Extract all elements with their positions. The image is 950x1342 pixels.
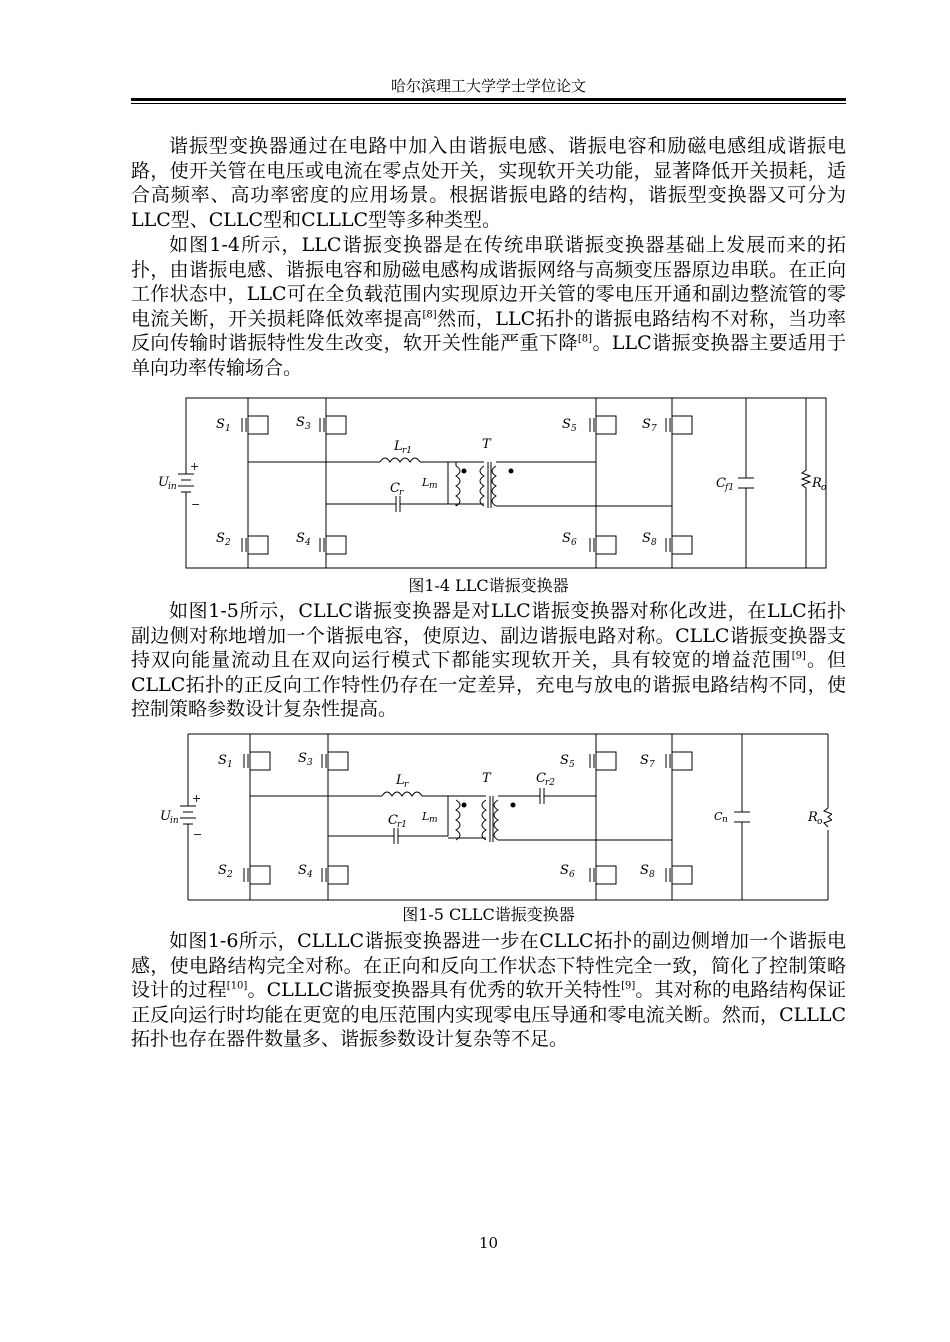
page-number: 10 [478,1234,499,1252]
label-cn-sub: n [722,815,728,825]
paragraph-text: 。但CLLC拓扑的正反向工作特性仍存在一定差异，充电与放电的谐振电路结构不同，使控制策略参数设计复杂性提高。 [131,649,846,720]
paragraph-text: 如图1-6所示，CLLLC谐振变换器进一步在CLLC拓扑的副边侧增加一个谐振电感，使电路结构完全对称。在正向和反向工作状态下特性完全一致，简化了控制策略设计的过程 [131,930,846,1001]
label-s5: S [562,417,571,432]
paragraph-text: 然而，LLC拓扑的谐振电路结构不对称，当功率反向传输时谐振特性发生改变，软开关性能严重下降 [131,307,846,354]
label-s3: S [298,751,307,766]
label-cr: C [390,481,400,496]
label-s1: S [216,417,225,432]
label-uin-sub: in [168,482,177,492]
paragraph-text: 如图1-5所示，CLLC谐振变换器是对LLC谐振变换器对称化改进，在LLC拓扑副边侧对称地增加一个谐振电容，使原边、副边谐振电路对称。CLLC谐振变换器支持双向能量流动且在双向运行模式下都能实现软开关，具有较宽的增益范围 [131,600,846,671]
label-transformer: T [482,437,491,452]
label-lm-sub: m [429,481,438,491]
cllc-circuit-diagram [150,732,832,902]
citation: [8] [577,333,593,345]
label-s4: S [296,531,305,546]
citation: [10] [226,980,248,992]
citation: [8] [422,309,437,321]
label-ro-sub: o [821,483,827,493]
paragraph-cllc [131,599,846,722]
paragraph-clllc [131,929,846,1052]
label-s2-sub: 2 [227,870,233,880]
label-uin: U [160,809,171,824]
label-s8-sub: 8 [649,870,655,880]
running-header: 哈尔滨理工大学学士学位论文 [390,77,586,95]
label-minus: − [191,498,201,511]
citation: [9] [621,980,636,992]
label-s8: S [642,531,651,546]
label-ro: R [812,476,822,491]
label-cr1-sub: r1 [397,820,408,830]
label-cr2-sub: r2 [545,778,556,788]
label-transformer: T [482,771,491,786]
label-s1-sub: 1 [225,424,231,434]
label-s5-sub: 5 [569,760,575,770]
label-s6-sub: 6 [571,538,577,548]
paragraph-resonant-intro: 谐振型变换器通过在电路中加入由谐振电感、谐振电容和励磁电感组成谐振电路，使开关管在电压或电流在零点处开关，实现软开关功能，显著降低开关损耗，适合高频率、高功率密度的应用场景。根据谐振电路的结构，谐振型变换器又可分为LLC型、CLLC型和CLLLC型等多种类型。 [131,135,846,231]
label-s7-sub: 7 [649,760,655,770]
label-lr-sub: r [404,780,409,790]
label-cn: C [714,810,723,823]
label-lr: L [396,773,405,788]
paragraph-text: 。CLLLC谐振变换器具有优秀的软开关特性 [247,979,622,1001]
label-s7: S [642,417,651,432]
label-minus: − [193,828,203,841]
paragraph-text: 如图1-4所示，LLC谐振变换器是在传统串联谐振变换器基础上发展而来的拓扑，由谐振电感、谐振电容和励磁电感构成谐振网络与高频变压器原边串联。在正向工作状态中，LLC可在全负载范围内实现原边开关管的零电压开通和副边整流管的零电流关断，开关损耗降低效率提高 [131,234,846,330]
label-s8-sub: 8 [651,538,657,548]
label-cr-sub: r [399,488,404,498]
label-s1: S [218,753,227,768]
label-s3-sub: 3 [307,758,313,768]
label-s2: S [216,531,225,546]
label-s6-sub: 6 [569,870,575,880]
label-cf1: C [716,476,726,491]
label-s8: S [640,863,649,878]
label-plus: + [192,792,202,805]
label-s2-sub: 2 [225,538,231,548]
label-s3: S [296,415,305,430]
llc-circuit-diagram [150,396,830,572]
paragraph-llc [131,233,846,380]
paragraph-text: 。LLC谐振变换器主要适用于单向功率传输场合。 [131,332,846,379]
label-s5: S [560,753,569,768]
label-s1-sub: 1 [227,760,233,770]
label-ro: R [808,810,818,825]
label-s4-sub: 4 [305,538,311,548]
label-s7-sub: 7 [651,424,657,434]
label-plus: + [190,460,200,473]
label-s6: S [562,531,571,546]
label-s7: S [640,753,649,768]
header-rule-thick [131,98,846,101]
label-cr2: C [536,771,546,786]
label-s3-sub: 3 [305,422,311,432]
label-s6: S [560,863,569,878]
label-s2: S [218,863,227,878]
label-uin: U [158,475,169,490]
label-ro-sub: o [817,817,823,827]
header-rule-thin [131,103,846,104]
label-uin-sub: in [170,816,179,826]
label-s4: S [298,863,307,878]
label-lm: L [422,476,430,489]
label-s4-sub: 4 [307,870,313,880]
label-lm: L [422,810,430,823]
label-lm-sub: m [429,815,438,825]
label-lr1-sub: r1 [402,446,413,456]
figure1-caption: 图1-4 LLC谐振变换器 [408,576,569,595]
label-lr1: L [394,439,403,454]
label-cf1-sub: f1 [725,483,735,493]
paragraph-text: 。其对称的电路结构保证正反向运行时均能在更宽的电压范围内实现零电压导通和零电流关断。然而，CLLLC拓扑也存在器件数量多、谐振参数设计复杂等不足。 [131,979,846,1050]
label-s5-sub: 5 [571,424,577,434]
citation: [9] [791,650,806,662]
label-cr1: C [388,813,398,828]
figure2-caption: 图1-5 CLLC谐振变换器 [402,905,575,924]
